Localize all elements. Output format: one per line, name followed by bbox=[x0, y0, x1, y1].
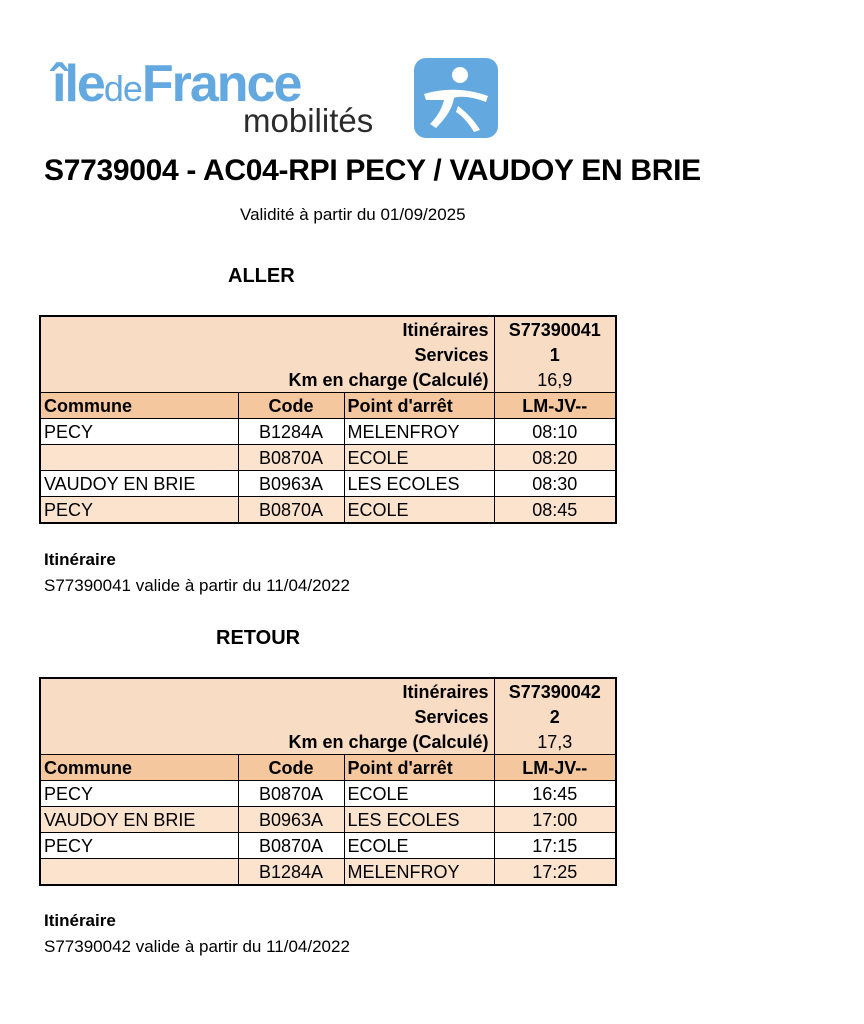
aller-itineraire-label: Itinéraire bbox=[44, 550, 116, 569]
code-cell: B0870A bbox=[238, 497, 344, 524]
stylized-person-icon bbox=[414, 58, 498, 138]
km-value: 16,9 bbox=[494, 367, 616, 393]
table-row bbox=[40, 497, 616, 524]
column-header-point-arret: Point d'arrêt bbox=[344, 393, 494, 419]
logo-france-text: France bbox=[141, 55, 301, 113]
retour-timetable bbox=[39, 677, 617, 886]
code-cell: B0870A bbox=[238, 781, 344, 807]
services-label: Services bbox=[40, 342, 494, 367]
code-cell: B1284A bbox=[238, 419, 344, 445]
retour-itineraire-label: Itinéraire bbox=[44, 911, 116, 930]
itineraires-value: S77390041 bbox=[494, 316, 616, 342]
column-header-row bbox=[40, 755, 616, 781]
time-cell: 17:15 bbox=[494, 833, 616, 859]
time-cell: 17:00 bbox=[494, 807, 616, 833]
time-cell: 08:10 bbox=[494, 419, 616, 445]
page-title: S7739004 - AC04-RPI PECY / VAUDOY EN BRIE bbox=[44, 154, 701, 187]
commune-cell: PECY bbox=[40, 833, 238, 859]
column-header-days: LM-JV-- bbox=[494, 393, 616, 419]
services-row bbox=[40, 342, 616, 367]
logo-ile-text: île bbox=[52, 55, 104, 113]
column-header-code: Code bbox=[238, 393, 344, 419]
retour-section-title: RETOUR bbox=[216, 627, 301, 649]
stop-cell: ECOLE bbox=[344, 445, 494, 471]
itineraires-row bbox=[40, 316, 616, 342]
km-label: Km en charge (Calculé) bbox=[40, 367, 494, 393]
km-row bbox=[40, 367, 616, 393]
code-cell: B0963A bbox=[238, 807, 344, 833]
code-cell: B0870A bbox=[238, 445, 344, 471]
time-cell: 08:30 bbox=[494, 471, 616, 497]
stop-cell: LES ECOLES bbox=[344, 471, 494, 497]
km-row bbox=[40, 729, 616, 755]
logo-de-text: de bbox=[103, 68, 142, 109]
commune-cell bbox=[40, 859, 238, 886]
ile-de-france-mobilites-logo bbox=[52, 54, 500, 138]
itineraires-label: Itinéraires bbox=[40, 678, 494, 704]
services-value: 1 bbox=[494, 342, 616, 367]
validity-date: Validité à partir du 01/09/2025 bbox=[240, 205, 466, 224]
stop-cell: ECOLE bbox=[344, 781, 494, 807]
itineraires-label: Itinéraires bbox=[40, 316, 494, 342]
column-header-commune: Commune bbox=[40, 755, 238, 781]
code-cell: B0963A bbox=[238, 471, 344, 497]
table-row bbox=[40, 807, 616, 833]
commune-cell: VAUDOY EN BRIE bbox=[40, 471, 238, 497]
stop-cell: ECOLE bbox=[344, 833, 494, 859]
km-value: 17,3 bbox=[494, 729, 616, 755]
km-label: Km en charge (Calculé) bbox=[40, 729, 494, 755]
services-row bbox=[40, 704, 616, 729]
table-row bbox=[40, 859, 616, 886]
table-row bbox=[40, 471, 616, 497]
code-cell: B1284A bbox=[238, 859, 344, 886]
itineraires-value: S77390042 bbox=[494, 678, 616, 704]
commune-cell: PECY bbox=[40, 781, 238, 807]
time-cell: 08:45 bbox=[494, 497, 616, 524]
table-row bbox=[40, 445, 616, 471]
stop-cell: MELENFROY bbox=[344, 859, 494, 886]
column-header-point-arret: Point d'arrêt bbox=[344, 755, 494, 781]
commune-cell: PECY bbox=[40, 419, 238, 445]
stop-cell: LES ECOLES bbox=[344, 807, 494, 833]
code-cell: B0870A bbox=[238, 833, 344, 859]
column-header-code: Code bbox=[238, 755, 344, 781]
table-row bbox=[40, 833, 616, 859]
column-header-row bbox=[40, 393, 616, 419]
services-value: 2 bbox=[494, 704, 616, 729]
retour-itineraire-text: S77390042 valide à partir du 11/04/2022 bbox=[44, 937, 350, 956]
stop-cell: ECOLE bbox=[344, 497, 494, 524]
commune-cell bbox=[40, 445, 238, 471]
time-cell: 17:25 bbox=[494, 859, 616, 886]
column-header-commune: Commune bbox=[40, 393, 238, 419]
stop-cell: MELENFROY bbox=[344, 419, 494, 445]
aller-section-title: ALLER bbox=[228, 265, 295, 287]
commune-cell: VAUDOY EN BRIE bbox=[40, 807, 238, 833]
time-cell: 08:20 bbox=[494, 445, 616, 471]
commune-cell: PECY bbox=[40, 497, 238, 524]
logo-mobilites-text: mobilités bbox=[243, 102, 374, 139]
time-cell: 16:45 bbox=[494, 781, 616, 807]
aller-timetable bbox=[39, 315, 617, 524]
itineraires-row bbox=[40, 678, 616, 704]
services-label: Services bbox=[40, 704, 494, 729]
column-header-days: LM-JV-- bbox=[494, 755, 616, 781]
table-row bbox=[40, 781, 616, 807]
aller-itineraire-text: S77390041 valide à partir du 11/04/2022 bbox=[44, 576, 350, 595]
table-row bbox=[40, 419, 616, 445]
